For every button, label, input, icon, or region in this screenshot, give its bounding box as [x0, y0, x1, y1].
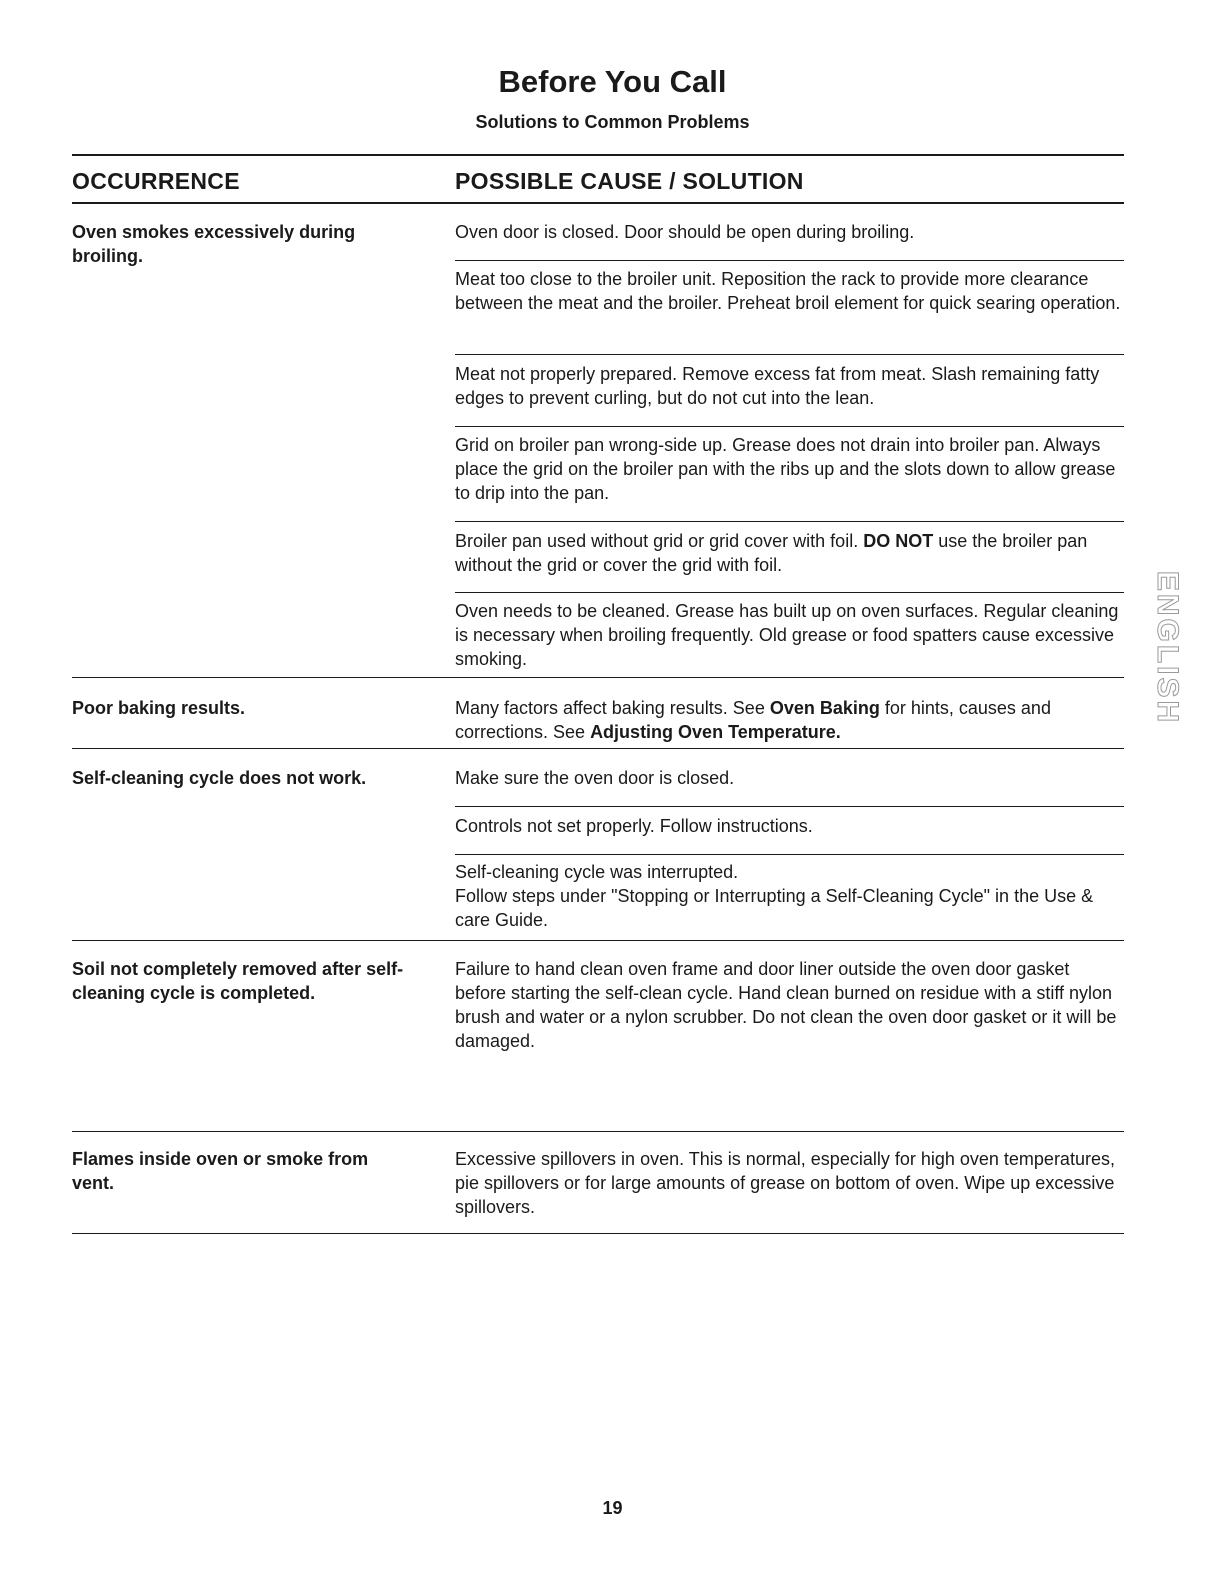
solution-cycle-interrupted [455, 860, 1123, 932]
solution-text: Make sure the oven door is closed. [455, 768, 735, 788]
solution-meat-not-prepared [455, 362, 1123, 410]
header-bottom-rule [72, 202, 1124, 204]
solution-text: use the broiler pan without the grid or cover the grid with foil. [455, 531, 1088, 575]
solution-grid-wrong-side [455, 433, 1123, 505]
occurrence-poor-baking: Poor baking results. [72, 698, 246, 718]
solution-reference-adjust-temp: Adjusting Oven Temperature. [590, 722, 841, 742]
solution-text: Failure to hand clean oven frame and door liner outside the oven door gasket before starting the self-clean cycle. Hand clean burned on residue with a stiff nylon brush and water or a nylon scrubber. Do not clean the oven door gasket or it will be damaged. [455, 959, 1117, 1051]
solution-text: Controls not set properly. Follow instructions. [455, 816, 813, 836]
language-side-label [1151, 570, 1184, 726]
solution-reference-oven-baking: Oven Baking [769, 698, 880, 718]
solution-door-closed [455, 220, 1123, 244]
solution-text: Meat not properly prepared. Remove excess fat from meat. Slash remaining fatty edges to prevent curling, but do not cut into the lean. [455, 364, 1100, 408]
solution-text: Meat too close to the broiler unit. Reposition the rack to provide more clearance between the meat and the broiler. Preheat broil element for quick searing operation. [455, 269, 1121, 313]
row-divider [72, 1131, 1124, 1132]
language-label-text: ENGLISH [1151, 570, 1184, 726]
occurrence-self-clean-not-working: Self-cleaning cycle does not work. [72, 768, 367, 788]
solution-divider [455, 806, 1124, 807]
solution-door-closed-clean [455, 766, 1123, 790]
column-header-occurrence: OCCURRENCE [72, 168, 240, 194]
header-top-rule [72, 154, 1124, 156]
solution-broiler-pan-foil [455, 529, 1123, 577]
solution-text: Self-cleaning cycle was interrupted. [455, 862, 739, 882]
solution-baking-factors [455, 696, 1123, 744]
occurrence-flames-smoke: Flames inside oven or smoke from vent. [72, 1149, 369, 1193]
solution-divider [455, 592, 1124, 593]
solution-text: Follow steps under "Stopping or Interrupting a Self-Cleaning Cycle" in the Use & care Guide. [455, 886, 1094, 930]
solution-emphasis: DO NOT [863, 531, 934, 551]
solution-excessive-spillovers [455, 1147, 1123, 1219]
solution-divider [455, 260, 1124, 261]
page-number: 19 [602, 1498, 623, 1518]
solution-controls-not-set [455, 814, 1123, 838]
page-title: Before You Call [498, 64, 727, 99]
solution-divider [455, 854, 1124, 855]
solution-text: Many factors affect baking results. See [455, 698, 770, 718]
occurrence-oven-smokes: Oven smokes excessively during broiling. [72, 222, 356, 266]
solution-text: Grid on broiler pan wrong-side up. Grease does not drain into broiler pan. Always place the grid on the broiler pan with the ribs up and the slots down to allow grease to drip into the pan. [455, 435, 1116, 503]
solution-text: for hints, causes and corrections. See [455, 698, 1051, 742]
solution-text: Broiler pan used without grid or grid cover with foil. [455, 531, 864, 551]
solution-meat-too-close [455, 267, 1123, 315]
solution-text: Excessive spillovers in oven. This is normal, especially for high oven temperatures, pie spillovers or for large amounts of grease on bottom of oven. Wipe up excessive spillovers. [455, 1149, 1115, 1217]
solution-oven-needs-cleaning [455, 599, 1123, 671]
table-bottom-rule [72, 1233, 1124, 1234]
solution-hand-clean-frame [455, 957, 1123, 1053]
row-divider [72, 677, 1124, 678]
solution-divider [455, 521, 1124, 522]
column-header-cause-solution: POSSIBLE CAUSE / SOLUTION [455, 168, 804, 194]
solution-divider [455, 354, 1124, 355]
solution-divider [455, 426, 1124, 427]
solution-text: Oven door is closed. Door should be open during broiling. [455, 222, 915, 242]
row-divider [72, 748, 1124, 749]
row-divider [72, 940, 1124, 941]
solution-text: Oven needs to be cleaned. Grease has built up on oven surfaces. Regular cleaning is necessary when broiling frequently. Old grease or food spatters cause excessive smoking. [455, 601, 1119, 669]
page-subtitle: Solutions to Common Problems [475, 112, 750, 132]
occurrence-soil-not-removed: Soil not completely removed after self-cleaning cycle is completed. [72, 959, 404, 1003]
